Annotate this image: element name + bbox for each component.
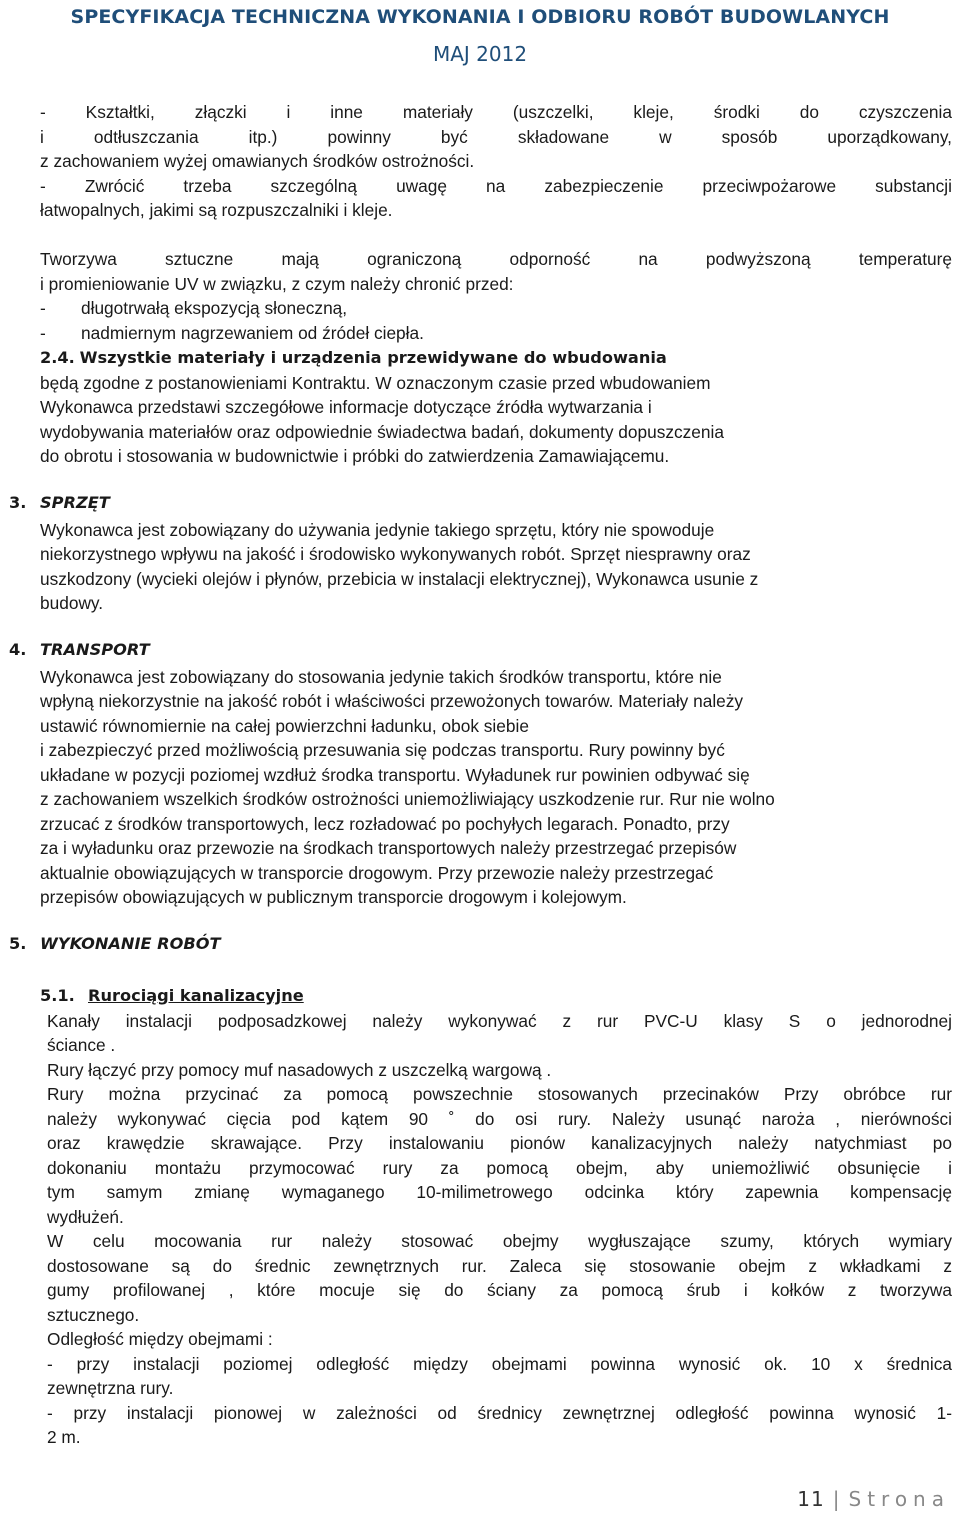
section-title: TRANSPORT: [40, 640, 150, 659]
paragraph-line: uszkodzony (wycieki olejów i płynów, przebicia w instalacji elektrycznej), Wykonawca usunie z: [40, 568, 759, 589]
section-number: 3.: [9, 493, 27, 512]
paragraph-line: oraz krawędzie skrawające. Przy instalowaniu pionów kanalizacyjnych należy natychmiast po: [47, 1133, 952, 1153]
paragraph-line: sztucznego.: [47, 1304, 140, 1325]
paragraph-line: do obrotu i stosowania w budownictwie i próbki do zatwierdzenia Zamawiającemu.: [40, 446, 670, 466]
paragraph-line: wydłużeń.: [47, 1206, 124, 1227]
page-number: 11: [797, 1487, 825, 1511]
paragraph-line: za i wyładunku oraz przewozie na środkach transportowych należy przestrzegać przepisów: [40, 838, 737, 858]
paragraph-line: - Zwrócić trzeba szczególną uwagę na zabezpieczenie przeciwpożarowe substancji: [40, 175, 952, 196]
paragraph-line: zewnętrzna rury.: [47, 1378, 174, 1398]
paragraph-line: wydobywania materiałów oraz odpowiednie świadectwa badań, dokumenty dopuszczenia: [40, 421, 724, 442]
paragraph-line: przepisów obowiązujących w publicznym transporcie drogowym i kolejowym.: [40, 887, 627, 907]
paragraph-line: dokonaniu montażu przymocować rury za pomocą obejm, aby uniemożliwić obsunięcie i: [47, 1157, 952, 1178]
paragraph-line: gumy profilowanej , które mocuje się do ściany za pomocą śrub i kołków z tworzywa: [47, 1280, 952, 1300]
paragraph-line: wpłyną niekorzystnie na jakość robót i właściwości przewożonych towarów. Materiały należy: [40, 691, 744, 711]
bullet-dash: -: [40, 322, 46, 343]
paragraph-line: budowy.: [40, 593, 104, 613]
bullet-item: [40, 321, 952, 346]
paragraph-line: ustawić równomiernie na całej powierzchni ładunku, obok siebie: [40, 715, 529, 736]
paragraph-line: Odległość między obejmami :: [47, 1329, 273, 1349]
paragraph-line: zrzucać z środków transportowych, lecz rozładować po pochyłych legarach. Ponadto, przy: [40, 813, 730, 834]
paragraph-line: 2 m.: [47, 1427, 81, 1447]
paragraph-line: będą zgodne z postanowieniami Kontraktu. W oznaczonym czasie przed wbudowaniem: [40, 372, 711, 393]
paragraph-line: należy wykonywać cięcia pod kątem 90 ˚ do osi rury. Należy usunąć naroża , nierówności: [47, 1108, 952, 1129]
footer-separator: |: [832, 1487, 841, 1511]
section-title: WYKONANIE ROBÓT: [40, 934, 221, 953]
bullet-text: długotrwałą ekspozycją słoneczną,: [81, 298, 348, 318]
bullet-text: nadmiernym nagrzewaniem od źródeł ciepła.: [81, 322, 424, 343]
paragraph-line: i zabezpieczyć przed możliwością przesuwania się podczas transportu. Rury powinny być: [40, 740, 725, 760]
document-header-title: SPECYFIKACJA TECHNICZNA WYKONANIA I ODBIORU ROBÓT BUDOWLANYCH: [70, 6, 890, 28]
paragraph-line: - Kształtki, złączki i inne materiały (uszczelki, kleje, środki do czyszczenia: [40, 102, 952, 122]
section-heading-5-1: [40, 983, 952, 1009]
section-number: 5.: [9, 934, 27, 953]
section-heading-4: [0, 640, 960, 665]
section-heading-3: [0, 493, 960, 518]
paragraph-line: z zachowaniem wszelkich środków ostrożności uniemożliwiający uszkodzenie rur. Rur nie wolno: [40, 789, 775, 809]
paragraph-line: Rury można przycinać za pomocą powszechnie stosowanych przecinaków Przy obróbce rur: [47, 1084, 952, 1104]
paragraph-line: - przy instalacji poziomej odległość między obejmami powinna wynosić ok. 10 x średnica: [47, 1353, 952, 1374]
document-body: [0, 100, 960, 1450]
paragraph-line: aktualnie obowiązujących w transporcie drogowym. Przy przewozie należy przestrzegać: [40, 862, 714, 883]
paragraph-line: dostosowane są do średnic zewnętrznych rur. Zaleca się stosowanie obejm z wkładkami z: [47, 1255, 952, 1276]
section-number: 4.: [9, 640, 27, 659]
paragraph-line: układane w pozycji poziomej wzdłuż środka transportu. Wyładunek rur powinien odbywać się: [40, 764, 750, 785]
paragraph-line: Kanały instalacji podposadzkowej należy wykonywać z rur PVC-U klasy S o jednorodnej: [47, 1010, 952, 1031]
bullet-dash: -: [40, 298, 46, 318]
paragraph-line: łatwopalnych, jakimi są rozpuszczalniki i kleje.: [40, 200, 393, 220]
section-title: Rurociągi kanalizacyjne: [88, 986, 304, 1005]
paragraph-line: i promieniowanie UV w związku, z czym należy chronić przed:: [40, 273, 514, 294]
paragraph-line: i odtłuszczania itp.) powinny być składowane w sposób uporządkowany,: [40, 126, 952, 147]
page-footer: [797, 1487, 950, 1511]
section-title: Wszystkie materiały i urządzenia przewidywane do wbudowania: [79, 348, 667, 367]
paragraph-line: Rury łączyć przy pomocy muf nasadowych z uszczelką wargową .: [47, 1059, 552, 1080]
paragraph-line: Wykonawca jest zobowiązany do używania jedynie takiego sprzętu, który nie spowoduje: [40, 519, 715, 540]
section-title: SPRZĘT: [40, 493, 110, 512]
paragraph-line: tym samym zmianę wymaganego 10-milimetrowego odcinka który zapewnia kompensację: [47, 1182, 952, 1202]
section-number: 2.4.: [40, 348, 75, 367]
page-label: Strona: [848, 1487, 950, 1511]
paragraph-line: Tworzywa sztuczne mają ograniczoną odporność na podwyższoną temperaturę: [40, 249, 952, 269]
paragraph-line: Wykonawca przedstawi szczegółowe informacje dotyczące źródła wytwarzania i: [40, 397, 652, 417]
document-header-date: MAJ 2012: [432, 42, 528, 66]
paragraph-line: - przy instalacji pionowej w zależności od średnicy zewnętrznej odległość powinna wynosić 1-: [47, 1402, 952, 1423]
section-heading-2-4: [40, 345, 952, 371]
paragraph-line: z zachowaniem wyżej omawianych środków ostrożności.: [40, 151, 475, 171]
paragraph-line: Wykonawca jest zobowiązany do stosowania jedynie takich środków transportu, które nie: [40, 666, 722, 687]
bullet-item: [40, 296, 952, 321]
section-heading-5: [0, 934, 960, 959]
section-number: 5.1.: [40, 986, 75, 1005]
paragraph-line: ściance .: [47, 1035, 116, 1055]
paragraph-line: W celu mocowania rur należy stosować obejmy wygłuszające szumy, których wymiary: [47, 1231, 952, 1251]
paragraph-line: niekorzystnego wpływu na jakość i środowisko wykonywanych robót. Sprzęt niesprawny oraz: [40, 544, 751, 564]
